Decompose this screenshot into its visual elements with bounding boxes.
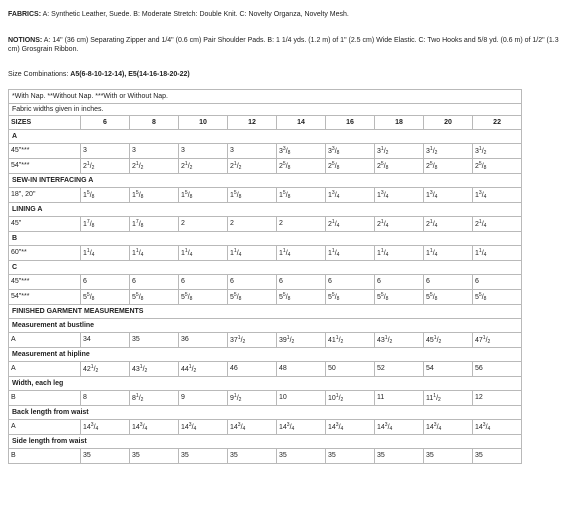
table-cell: 35 [473,449,522,464]
table-cell: 6 [179,275,228,290]
section-title: LINING A [9,203,522,217]
row-label: 45"*** [9,144,81,159]
table-cell: 35 [130,333,179,348]
table-cell: $3^3/_8$ [277,144,326,159]
table-cell: $2^1/_4$ [326,217,375,232]
table-cell: 52 [375,362,424,377]
table-cell: $5^5/_8$ [473,290,522,305]
table-cell: 46 [228,362,277,377]
table-cell: $1^3/_4$ [375,188,424,203]
table-cell: $43^1/_2$ [375,333,424,348]
table-cell: $45^1/_2$ [424,333,473,348]
table-cell: 9 [179,391,228,406]
size-header: 22 [473,116,522,130]
table-cell: 11 [375,391,424,406]
table-cell: $5^5/_8$ [326,290,375,305]
table-cell: $5^5/_8$ [130,290,179,305]
table-cell: $14^3/_4$ [228,420,277,435]
table-cell: 36 [179,333,228,348]
table-cell: $3^1/_2$ [375,144,424,159]
table-cell: 2 [179,217,228,232]
table-cell: 3 [179,144,228,159]
table-cell: $3^3/_8$ [326,144,375,159]
table-cell: 2 [228,217,277,232]
table-cell: $37^1/_2$ [228,333,277,348]
table-cell: $14^3/_4$ [473,420,522,435]
row-label: B [9,391,81,406]
row-label: 54"*** [9,290,81,305]
section-title: C [9,261,522,275]
table-cell: $1^5/_8$ [277,188,326,203]
table-cell: $14^3/_4$ [130,420,179,435]
table-cell: $1^1/_4$ [228,246,277,261]
table-cell: 12 [473,391,522,406]
measurement-title: Back length from waist [9,406,522,420]
table-cell: $1^7/_8$ [130,217,179,232]
table-cell: $3^1/_2$ [473,144,522,159]
table-cell: $5^5/_8$ [179,290,228,305]
table-cell: $1^1/_4$ [424,246,473,261]
table-cell: 2 [277,217,326,232]
table-cell: $1^1/_4$ [326,246,375,261]
table-cell: $44^1/_2$ [179,362,228,377]
table-cell: 6 [375,275,424,290]
row-label: 54"*** [9,159,81,174]
table-cell: 35 [326,449,375,464]
table-cell: 35 [424,449,473,464]
table-cell: $1^5/_8$ [81,188,130,203]
row-label: 45"*** [9,275,81,290]
section-title: A [9,130,522,144]
fabrics-paragraph [8,10,564,19]
table-cell: $14^3/_4$ [375,420,424,435]
table-cell: $1^5/_8$ [179,188,228,203]
table-cell: $43^1/_2$ [130,362,179,377]
table-cell: 35 [130,449,179,464]
table-cell: $5^5/_8$ [277,290,326,305]
table-cell: $14^3/_4$ [277,420,326,435]
table-cell: $5^5/_8$ [228,290,277,305]
table-cell: $1^1/_4$ [81,246,130,261]
notions-paragraph: NOTIONS: A: 14" (36 cm) Separating Zipper and 1/4" (0.6 cm) Pair Shoulder Pads. B: 1 1/4 yds. (1.2 m) of 1" (2.5 cm) Wide Elastic. C: Two Hooks and 5/8 yd. (0.6 m) of 1/2" (1.3 cm) Grosgrain Ribbon. [8,37,559,53]
table-cell: 3 [81,144,130,159]
table-cell: 8 [81,391,130,406]
size-header: 10 [179,116,228,130]
table-cell: $2^1/_4$ [375,217,424,232]
table-cell: 3 [228,144,277,159]
table-cell: 6 [424,275,473,290]
row-label: A [9,362,81,377]
table-cell: $3^1/_2$ [424,144,473,159]
table-cell: $2^5/_8$ [375,159,424,174]
table-cell: $1^1/_4$ [179,246,228,261]
table-cell: 35 [81,449,130,464]
table-cell: 35 [277,449,326,464]
table-cell: $2^1/_2$ [179,159,228,174]
table-cell: $2^5/_8$ [326,159,375,174]
size-header: 12 [228,116,277,130]
table-cell: $2^1/_2$ [130,159,179,174]
size-combination-a5: A5(6-8-10-12-14), [70,71,127,78]
size-header: 8 [130,116,179,130]
table-cell: $2^1/_2$ [81,159,130,174]
table-cell: 35 [375,449,424,464]
table-cell: $5^5/_8$ [81,290,130,305]
table-cell: $5^5/_8$ [375,290,424,305]
section-title: SEW-IN INTERFACING A [9,174,522,188]
measurement-title: Side length from waist [9,435,522,449]
table-cell: 3 [130,144,179,159]
table-cell: $8^1/_2$ [130,391,179,406]
sizes-label: SIZES [9,116,81,130]
table-cell: $39^1/_2$ [277,333,326,348]
finished-measurements-title: FINISHED GARMENT MEASUREMENTS [9,305,522,319]
row-label: 18", 20" [9,188,81,203]
table-cell: $5^5/_8$ [424,290,473,305]
table-cell: $42^1/_2$ [81,362,130,377]
table-cell: 10 [277,391,326,406]
table-cell: 6 [130,275,179,290]
section-title: B [9,232,522,246]
table-cell: 35 [179,449,228,464]
table-cell: $1^1/_4$ [130,246,179,261]
yardage-chart [8,89,522,464]
table-cell: $1^3/_4$ [326,188,375,203]
table-cell: $1^1/_4$ [277,246,326,261]
table-cell: 6 [473,275,522,290]
table-cell: $14^3/_4$ [326,420,375,435]
table-cell: $2^1/_4$ [424,217,473,232]
table-cell: $1^3/_4$ [473,188,522,203]
table-cell: 48 [277,362,326,377]
table-cell: $14^3/_4$ [81,420,130,435]
table-cell: $41^1/_2$ [326,333,375,348]
measurement-title: Measurement at bustline [9,319,522,333]
size-combinations [8,70,564,79]
measurement-title: Measurement at hipline [9,348,522,362]
table-cell: $2^1/_2$ [228,159,277,174]
notions-text: A: 14" (36 cm) Separating Zipper and 1/4" (0.6 cm) Pair Shoulder Pads. B: 1 1/4 yds. (1.2 m) of 1" (2.5 cm) Wide Elastic. C: Two Hooks and 5/8 yd. (0.6 m) of 1/2" (1.3 cm) Grosgrain Ribbon. [8,37,559,53]
size-header: 16 [326,116,375,130]
size-header: 6 [81,116,130,130]
row-label: B [9,449,81,464]
row-label: 45" [9,217,81,232]
table-cell: $14^3/_4$ [424,420,473,435]
table-cell: $1^5/_8$ [228,188,277,203]
size-combinations-label: Size Combinations: [8,71,69,78]
table-cell: 6 [228,275,277,290]
row-label: 60"** [9,246,81,261]
row-label: A [9,333,81,348]
size-header: 14 [277,116,326,130]
fabrics-heading: FABRICS: [8,11,42,18]
table-cell: $1^5/_8$ [130,188,179,203]
table-cell: $2^5/_8$ [473,159,522,174]
size-combination-e5: E5(14-16-18-20-22) [128,71,190,78]
table-cell: $11^1/_2$ [424,391,473,406]
table-cell: $1^3/_4$ [424,188,473,203]
table-cell: 6 [81,275,130,290]
table-cell: 50 [326,362,375,377]
table-cell: $9^1/_2$ [228,391,277,406]
table-cell: 34 [81,333,130,348]
table-cell: 54 [424,362,473,377]
notions-heading: NOTIONS [8,37,40,44]
table-cell: $14^3/_4$ [179,420,228,435]
nap-note: *With Nap. **Without Nap. ***With or Without Nap. [9,90,522,104]
table-cell: 56 [473,362,522,377]
table-cell: $10^1/_2$ [326,391,375,406]
table-cell: $2^1/_4$ [473,217,522,232]
table-cell: 6 [326,275,375,290]
table-cell: 6 [277,275,326,290]
table-cell: $2^5/_8$ [277,159,326,174]
table-cell: $47^1/_2$ [473,333,522,348]
table-cell: $1^7/_8$ [81,217,130,232]
table-cell: $1^1/_4$ [375,246,424,261]
table-cell: $1^1/_4$ [473,246,522,261]
table-cell: $2^5/_8$ [424,159,473,174]
measurement-title: Width, each leg [9,377,522,391]
fabric-widths-note: Fabric widths given in inches. [9,104,522,116]
row-label: A [9,420,81,435]
fabrics-text: A: Synthetic Leather, Suede. B: Moderate Stretch: Double Knit. C: Novelty Organza, Novelty Mesh. [42,11,349,18]
size-header: 18 [375,116,424,130]
size-header: 20 [424,116,473,130]
table-cell: 35 [228,449,277,464]
